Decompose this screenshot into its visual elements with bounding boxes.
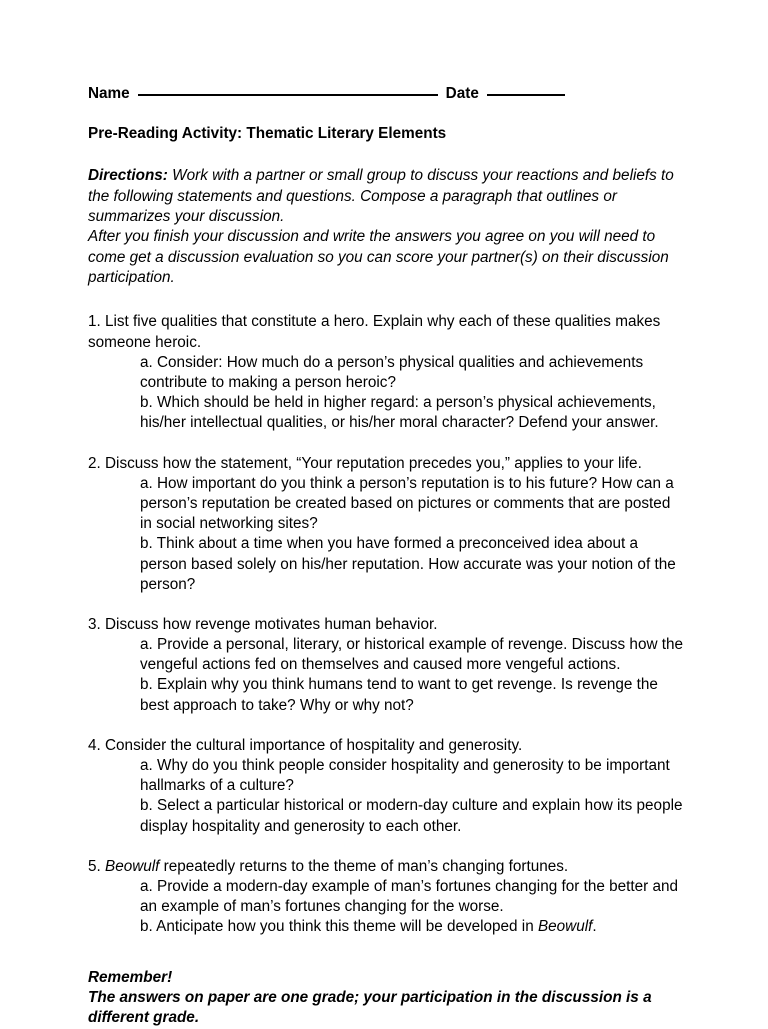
question-3-sub-b: b. Explain why you think humans tend to want to get revenge. Is revenge the best approach to take? Why or why not?	[140, 676, 658, 714]
question-5-book-title: Beowulf	[105, 857, 160, 875]
directions-block	[88, 166, 684, 288]
question-5	[88, 857, 684, 938]
question-5-sub-a: a. Provide a modern-day example of man’s fortunes changing for the better and an example of man’s fortunes changing for the worse.	[140, 877, 678, 916]
directions-paragraph-2: After you finish your discussion and write the answers you agree on you will need to come get a discussion evaluation so you can score your partner(s) on their discussion participation.	[88, 228, 669, 287]
question-5-sub-b-book-title: Beowulf	[537, 918, 593, 936]
document-body	[88, 84, 684, 1029]
name-blank-line[interactable]	[138, 94, 438, 96]
remember-heading: Remember!	[88, 968, 173, 986]
question-5-stem	[88, 857, 684, 877]
date-label: Date	[445, 85, 479, 102]
question-5-sub-b-after: .	[592, 918, 597, 936]
question-1	[88, 312, 684, 433]
question-2-stem: 2. Discuss how the statement, “Your reputation precedes you,” applies to your life.	[88, 454, 642, 472]
question-4	[88, 736, 684, 837]
remember-body: The answers on paper are one grade; your participation in the discussion is a different grade.	[88, 988, 652, 1027]
name-label: Name	[88, 85, 130, 102]
question-2	[88, 454, 684, 595]
question-1-sub-a: a. Consider: How much do a person’s physical qualities and achievements contribute to making a person heroic?	[140, 353, 644, 391]
question-5-number: 5.	[88, 857, 106, 875]
question-5-sub-b-before: b. Anticipate how you think this theme will be developed in	[140, 918, 538, 936]
question-3-sub-a: a. Provide a personal, literary, or historical example of revenge. Discuss how the vengeful actions fed on themselves and caused more vengeful actions.	[140, 636, 684, 674]
date-blank-line[interactable]	[487, 94, 565, 96]
name-date-row	[88, 84, 684, 104]
question-4-sub-a: a. Why do you think people consider hospitality and generosity to be important hallmarks of a culture?	[140, 757, 670, 795]
directions-paragraph-1	[88, 166, 684, 227]
question-4-stem: 4. Consider the cultural importance of hospitality and generosity.	[88, 736, 523, 754]
directions-paragraph-1-text: Work with a partner or small group to discuss your reactions and beliefs to the following statements and questions. Compose a paragraph that outlines or summarizes your discussion.	[88, 167, 674, 226]
question-3	[88, 615, 684, 716]
question-5-sub-b	[140, 917, 684, 937]
question-2-sub-b: b. Think about a time when you have formed a preconceived idea about a person based solely on his/her reputation. How accurate was your notion of the person?	[140, 535, 676, 593]
page-title: Pre-Reading Activity: Thematic Literary Elements	[88, 125, 447, 143]
question-3-stem: 3. Discuss how revenge motivates human behavior.	[88, 615, 438, 633]
remember-block	[88, 968, 684, 1029]
question-2-sub-a: a. How important do you think a person’s reputation is to his future? How can a person’s reputation be created based on pictures or comments that are posted in social networking sites?	[140, 474, 674, 533]
question-1-stem: 1. List five qualities that constitute a hero. Explain why each of these qualities makes someone heroic.	[88, 313, 661, 351]
question-1-sub-b: b. Which should be held in higher regard: a person’s physical achievements, his/her intellectual qualities, or his/her moral character? Defend your answer.	[140, 394, 659, 432]
directions-lead-label: Directions:	[88, 167, 168, 185]
question-4-sub-b: b. Select a particular historical or modern-day culture and explain how its people display hospitality and generosity to each other.	[140, 797, 683, 835]
question-5-stem-rest: repeatedly returns to the theme of man’s changing fortunes.	[159, 857, 569, 875]
